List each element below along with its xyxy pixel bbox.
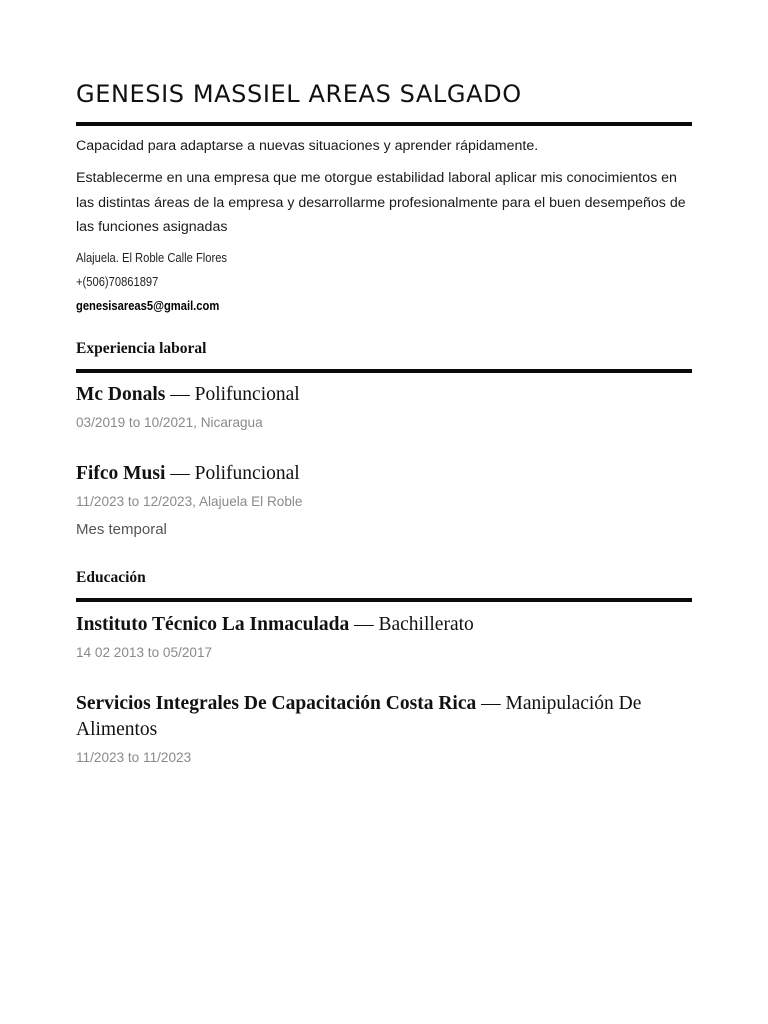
experience-dates: 11/2023 to 12/2023, Alajuela El Roble — [76, 494, 303, 509]
objective-text: Establecerme en una empresa que me otorgue estabilidad laboral aplicar mis conocimientos en las distintas áreas de la empresa y desarrollarme profesionalmente para el buen desempeños de las funciones asignadas — [76, 170, 686, 235]
experience-divider — [76, 369, 692, 373]
education-school: Servicios Integrales De Capacitación Costa Rica — [76, 693, 477, 714]
experience-entry-title — [76, 461, 692, 487]
experience-role: Polifuncional — [194, 384, 300, 405]
summary-text: Capacidad para adaptarse a nuevas situaciones y aprender rápidamente. — [76, 138, 539, 154]
education-section-title: Educación — [76, 569, 146, 586]
contact-address: Alajuela. El Roble Calle Flores — [76, 250, 228, 265]
education-degree: Manipulación De Alimentos — [76, 693, 642, 740]
experience-company: Mc Donals — [76, 384, 166, 405]
education-dates: 14 02 2013 to 05/2017 — [76, 645, 213, 660]
education-dates: 11/2023 to 11/2023 — [76, 750, 192, 765]
header-divider — [76, 122, 692, 126]
contact-email: genesisareas5@gmail.com — [76, 298, 220, 313]
title-separator: — — [349, 614, 379, 635]
title-separator: — — [476, 693, 506, 714]
education-school: Instituto Técnico La Inmaculada — [76, 614, 350, 635]
title-separator: — — [165, 384, 195, 405]
experience-description: Mes temporal — [76, 521, 167, 538]
experience-entry-title — [76, 382, 692, 408]
experience-section-title: Experiencia laboral — [76, 340, 207, 357]
experience-dates: 03/2019 to 10/2021, Nicaragua — [76, 415, 263, 430]
candidate-name: GENESIS MASSIEL AREAS SALGADO — [76, 80, 522, 108]
contact-phone: +(506)70861897 — [76, 274, 159, 289]
experience-company: Fifco Musi — [76, 463, 166, 484]
education-divider — [76, 598, 692, 602]
experience-role: Polifuncional — [194, 463, 300, 484]
education-entry-title — [76, 612, 692, 638]
title-separator: — — [165, 463, 195, 484]
education-entry-title — [76, 691, 692, 743]
education-degree: Bachillerato — [378, 614, 474, 635]
